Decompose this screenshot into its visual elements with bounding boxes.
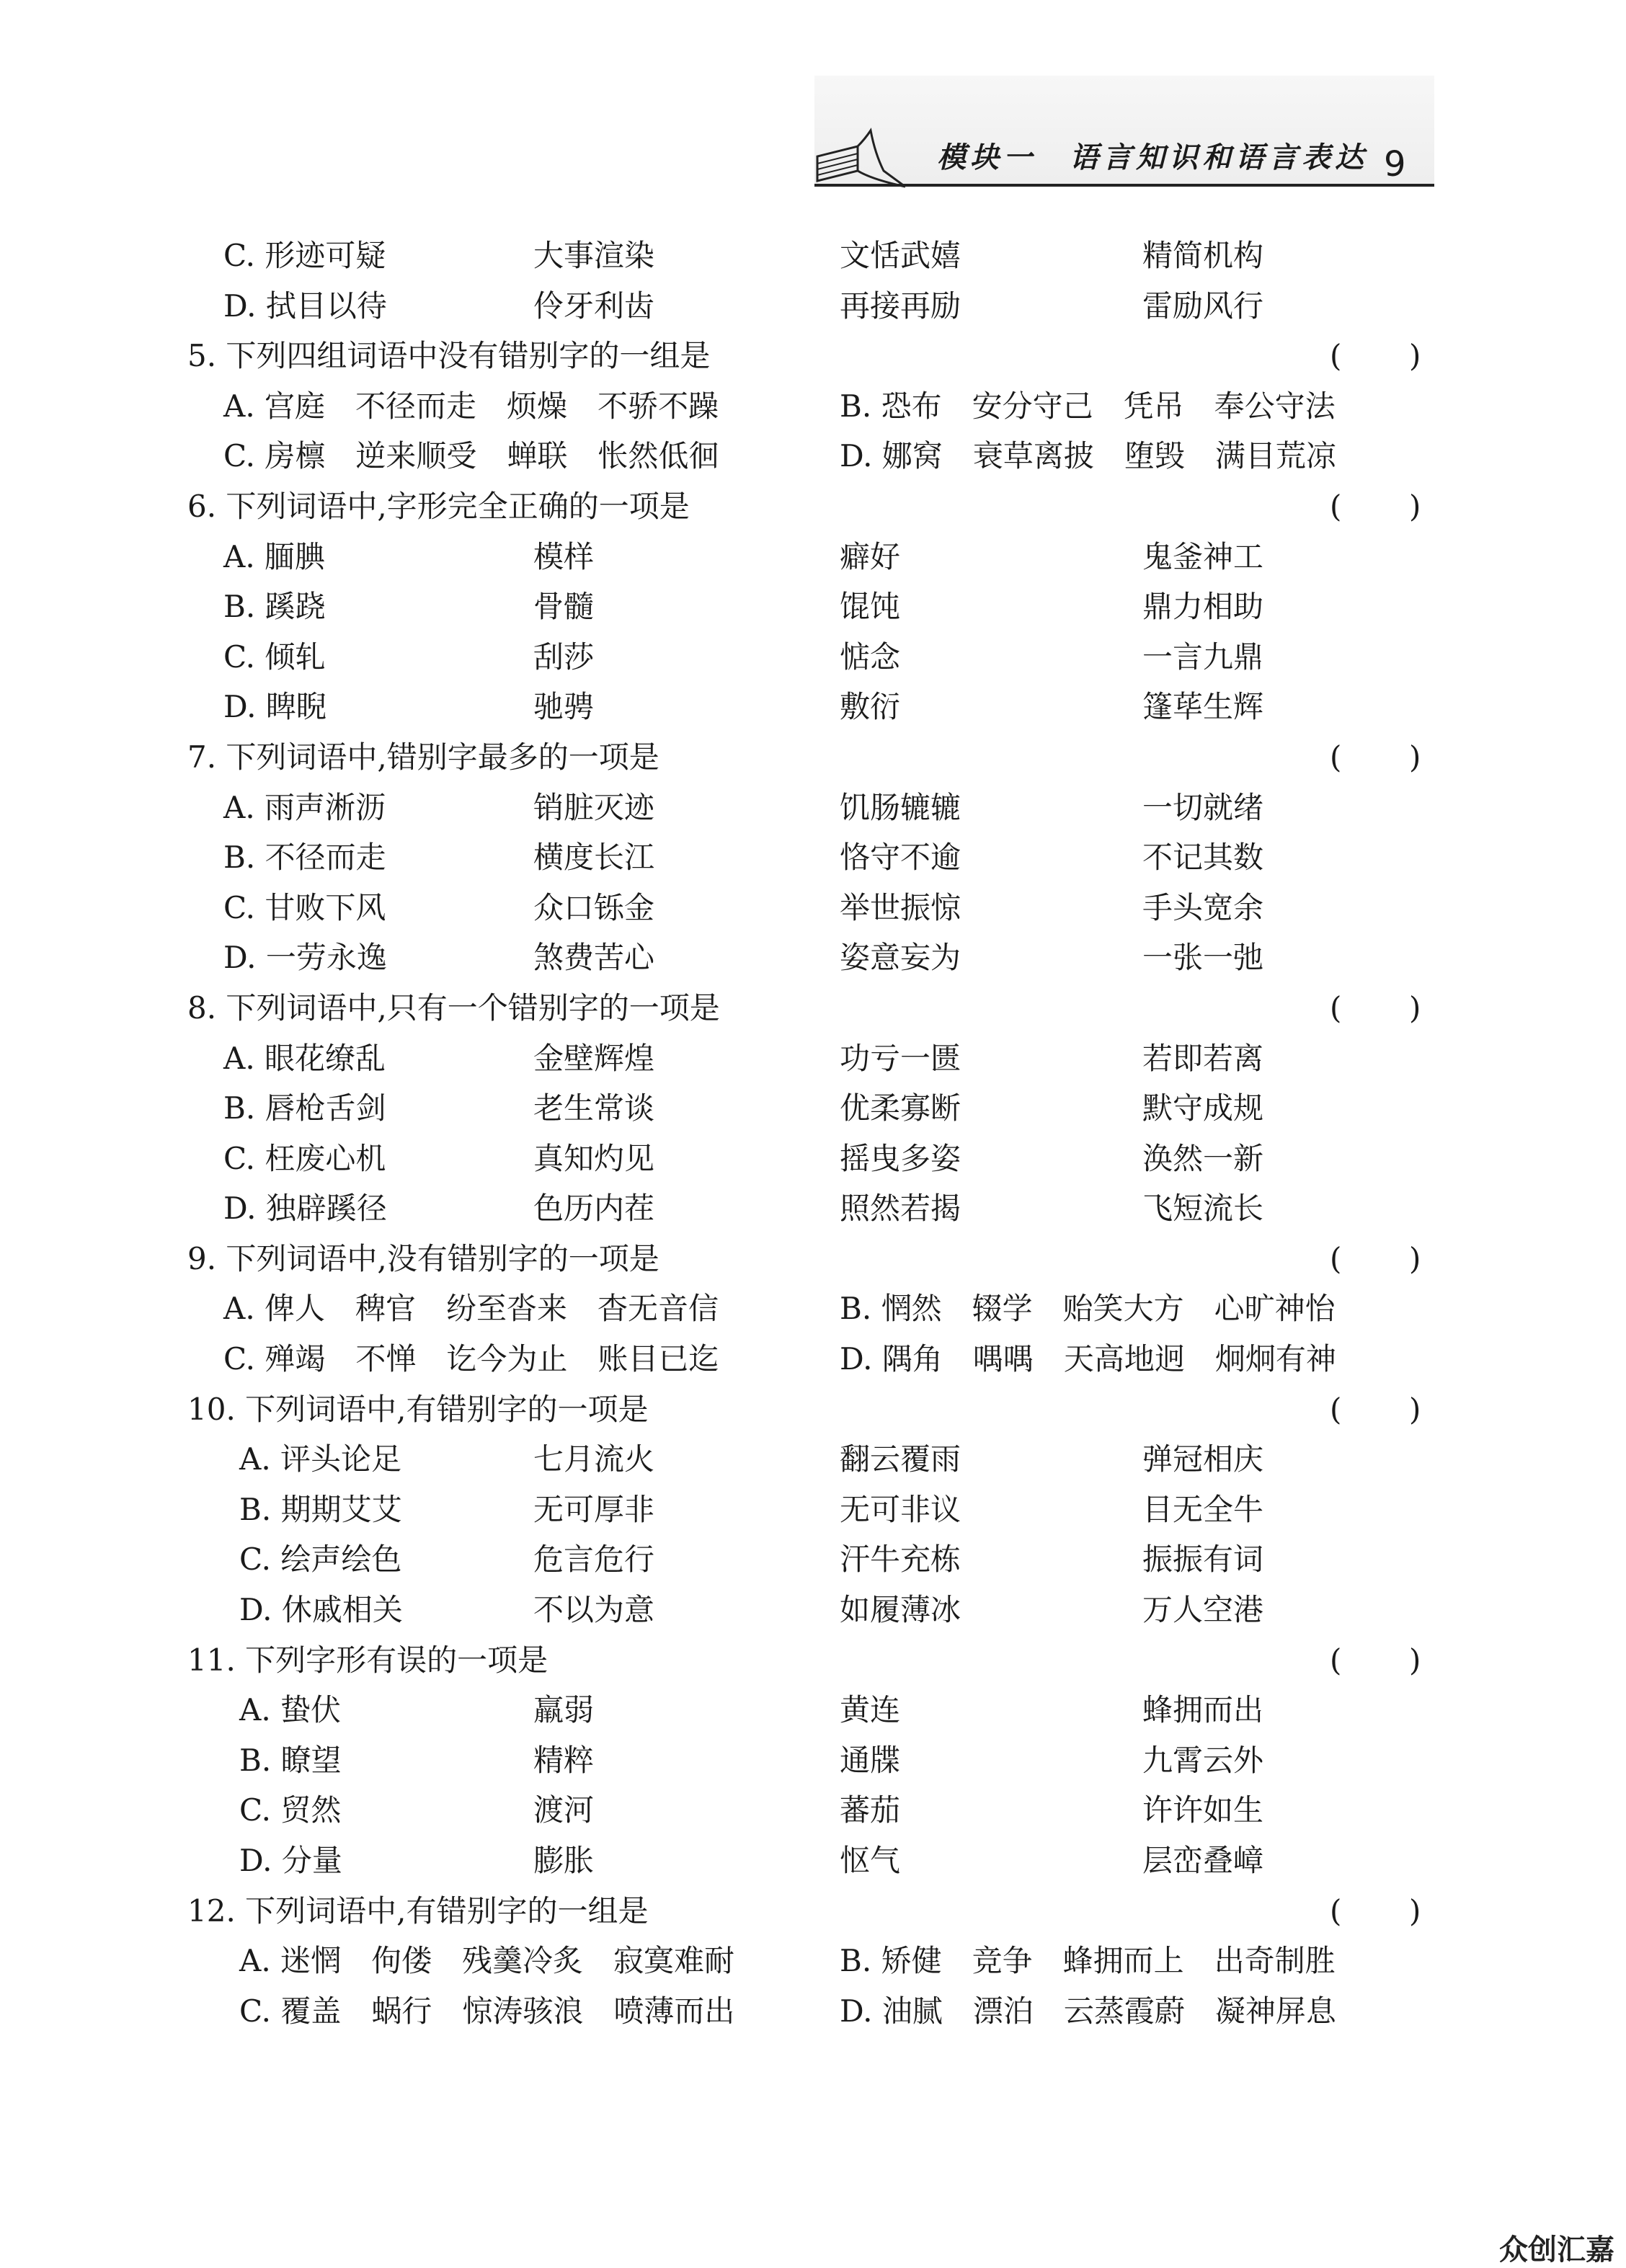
option-cell: B. 唇枪舌剑 bbox=[223, 1090, 386, 1126]
option-right: B. 惘然 辍学 贻笑大方 心旷神怡 bbox=[840, 1291, 1336, 1327]
option-cell: 馄饨 bbox=[840, 589, 901, 625]
option-cell: D. 睥睨 bbox=[223, 689, 326, 725]
question-stem bbox=[187, 331, 1427, 381]
option-cell: 文恬武嬉 bbox=[840, 238, 961, 273]
option-cell: B. 瞭望 bbox=[239, 1742, 342, 1778]
question-stem bbox=[187, 1635, 1427, 1686]
option-cell: 翻云覆雨 bbox=[840, 1441, 961, 1477]
answer-paren-left: ( bbox=[1330, 338, 1342, 374]
option-cell: 鼎力相助 bbox=[1142, 589, 1264, 625]
option-cell: 照然若揭 bbox=[840, 1191, 961, 1227]
option-cell: 蜂拥而出 bbox=[1142, 1692, 1264, 1728]
option-cell: 无可厚非 bbox=[533, 1491, 655, 1527]
answer-paren-right: ) bbox=[1409, 338, 1421, 374]
question-text: 9. 下列词语中,没有错别字的一项是 bbox=[187, 1240, 659, 1276]
option-cell: C. 枉废心机 bbox=[223, 1140, 386, 1176]
option-row bbox=[187, 1735, 1427, 1786]
option-cell: 万人空港 bbox=[1142, 1592, 1264, 1628]
option-cell: 不以为意 bbox=[533, 1592, 655, 1628]
option-cell: B. 期期艾艾 bbox=[239, 1491, 402, 1527]
option-cell: C. 形迹可疑 bbox=[223, 238, 386, 273]
option-cell: D. 独辟蹊径 bbox=[223, 1191, 387, 1227]
option-cell: 涣然一新 bbox=[1142, 1140, 1264, 1176]
option-row bbox=[187, 532, 1427, 582]
option-cell: C. 贸然 bbox=[239, 1792, 342, 1828]
option-row bbox=[187, 783, 1427, 833]
option-right: D. 油腻 漂泊 云蒸霞蔚 凝神屏息 bbox=[840, 1993, 1336, 2029]
option-cell: 弹冠相庆 bbox=[1142, 1441, 1264, 1477]
page-number: 9 bbox=[1384, 144, 1406, 184]
option-cell: 手头宽余 bbox=[1142, 889, 1264, 925]
option-cell: D. 分量 bbox=[239, 1843, 342, 1878]
option-row bbox=[187, 281, 1427, 332]
option-cell: 众口铄金 bbox=[533, 889, 655, 925]
option-cell: 九霄云外 bbox=[1142, 1742, 1264, 1778]
question-text: 11. 下列字形有误的一项是 bbox=[187, 1642, 548, 1678]
option-row bbox=[187, 1936, 1427, 1986]
option-cell: 精粹 bbox=[533, 1742, 595, 1778]
option-right: D. 隅角 喁喁 天高地迥 炯炯有神 bbox=[840, 1341, 1336, 1377]
option-row bbox=[187, 381, 1427, 432]
option-cell: 真知灼见 bbox=[533, 1140, 655, 1176]
option-left: A. 俾人 稗官 纷至沓来 杳无音信 bbox=[223, 1291, 719, 1327]
option-right: D. 娜窝 衰草离披 堕毁 满目荒凉 bbox=[840, 438, 1336, 474]
option-cell: 危言危行 bbox=[533, 1542, 655, 1578]
question-stem bbox=[187, 983, 1427, 1033]
option-row bbox=[187, 1134, 1427, 1184]
option-cell: 惦念 bbox=[840, 639, 901, 675]
question-text: 12. 下列词语中,有错别字的一组是 bbox=[187, 1893, 649, 1929]
option-cell: 摇曳多姿 bbox=[840, 1140, 961, 1176]
option-row bbox=[187, 1986, 1427, 2037]
option-cell: 大事渲染 bbox=[533, 238, 655, 273]
option-row bbox=[187, 1334, 1427, 1384]
option-cell: 许许如生 bbox=[1142, 1792, 1264, 1828]
option-cell: D. 拭目以待 bbox=[223, 288, 387, 324]
option-right: B. 恐布 安分守己 凭吊 奉公守法 bbox=[840, 388, 1336, 424]
option-row bbox=[187, 632, 1427, 682]
option-row bbox=[187, 1434, 1427, 1485]
option-cell: 驰骋 bbox=[533, 689, 595, 725]
answer-paren-left: ( bbox=[1330, 1240, 1342, 1276]
option-cell: 姿意妄为 bbox=[840, 940, 961, 976]
option-cell: 刮莎 bbox=[533, 639, 595, 675]
header-title: 模块一 语言知识和语言表达 bbox=[937, 141, 1368, 174]
answer-paren-right: ) bbox=[1409, 1893, 1421, 1929]
option-left: A. 宫庭 不径而走 烦燥 不骄不躁 bbox=[223, 388, 719, 424]
option-left: C. 覆盖 蜗行 惊涛骇浪 喷薄而出 bbox=[239, 1993, 735, 2029]
option-cell: 一言九鼎 bbox=[1142, 639, 1264, 675]
question-stem bbox=[187, 732, 1427, 783]
option-cell: 篷荜生辉 bbox=[1142, 689, 1264, 725]
option-row bbox=[187, 1083, 1427, 1134]
option-row bbox=[187, 883, 1427, 933]
answer-paren-left: ( bbox=[1330, 990, 1342, 1026]
watermark: 众创汇嘉 bbox=[1499, 2233, 1614, 2267]
answer-paren-right: ) bbox=[1409, 1642, 1421, 1678]
question-stem bbox=[187, 481, 1427, 532]
question-text: 10. 下列词语中,有错别字的一项是 bbox=[187, 1391, 649, 1427]
answer-paren-left: ( bbox=[1330, 488, 1342, 524]
option-cell: 金壁辉煌 bbox=[533, 1040, 655, 1076]
option-cell: 如履薄冰 bbox=[840, 1592, 961, 1628]
option-cell: 再接再励 bbox=[840, 288, 961, 324]
option-cell: C. 甘败下风 bbox=[223, 889, 386, 925]
option-cell: 飞短流长 bbox=[1142, 1191, 1264, 1227]
option-cell: D. 一劳永逸 bbox=[223, 940, 387, 976]
page-header bbox=[814, 76, 1434, 191]
option-cell: 骨髓 bbox=[533, 589, 595, 625]
option-cell: A. 腼腆 bbox=[223, 538, 326, 574]
header-rule bbox=[814, 184, 1434, 187]
answer-paren-right: ) bbox=[1409, 990, 1421, 1026]
option-cell: B. 不径而走 bbox=[223, 840, 386, 876]
question-text: 7. 下列词语中,错别字最多的一项是 bbox=[187, 739, 659, 775]
option-cell: 老生常谈 bbox=[533, 1090, 655, 1126]
option-cell: 一切就绪 bbox=[1142, 789, 1264, 825]
option-cell: B. 蹊跷 bbox=[223, 589, 326, 625]
option-row bbox=[187, 1485, 1427, 1535]
option-right: B. 矫健 竞争 蜂拥而上 出奇制胜 bbox=[840, 1943, 1336, 1979]
answer-paren-right: ) bbox=[1409, 739, 1421, 775]
option-row bbox=[187, 1284, 1427, 1334]
option-cell: 汗牛充栋 bbox=[840, 1542, 961, 1578]
question-text: 8. 下列词语中,只有一个错别字的一项是 bbox=[187, 990, 720, 1026]
answer-paren-right: ) bbox=[1409, 1240, 1421, 1276]
option-cell: 通牒 bbox=[840, 1742, 901, 1778]
option-cell: D. 休戚相关 bbox=[239, 1592, 403, 1628]
option-cell: 鬼釜神工 bbox=[1142, 538, 1264, 574]
option-cell: 振振有词 bbox=[1142, 1542, 1264, 1578]
option-cell: A. 蛰伏 bbox=[239, 1692, 342, 1728]
option-row bbox=[187, 682, 1427, 732]
option-cell: 无可非议 bbox=[840, 1491, 961, 1527]
option-cell: A. 评头论足 bbox=[239, 1441, 402, 1477]
answer-paren-left: ( bbox=[1330, 739, 1342, 775]
question-text: 6. 下列词语中,字形完全正确的一项是 bbox=[187, 488, 690, 524]
option-left: C. 房檩 逆来顺受 蝉联 怅然低徊 bbox=[223, 438, 719, 474]
option-cell: 精简机构 bbox=[1142, 238, 1264, 273]
option-row bbox=[187, 1836, 1427, 1886]
option-row bbox=[187, 1183, 1427, 1234]
answer-paren-right: ) bbox=[1409, 1391, 1421, 1427]
option-cell: 色历内茬 bbox=[533, 1191, 655, 1227]
option-cell: 膨胀 bbox=[533, 1843, 595, 1878]
option-cell: 层峦叠嶂 bbox=[1142, 1843, 1264, 1878]
answer-paren-left: ( bbox=[1330, 1893, 1342, 1929]
option-left: A. 迷惘 佝偻 残羹冷炙 寂寞难耐 bbox=[239, 1943, 735, 1979]
option-cell: 雷励风行 bbox=[1142, 288, 1264, 324]
option-row bbox=[187, 231, 1427, 281]
option-row bbox=[187, 1033, 1427, 1084]
option-cell: 默守成规 bbox=[1142, 1090, 1264, 1126]
option-cell: 渡河 bbox=[533, 1792, 595, 1828]
option-cell: C. 倾轧 bbox=[223, 639, 326, 675]
option-cell: 优柔寡断 bbox=[840, 1090, 961, 1126]
option-row bbox=[187, 582, 1427, 632]
option-cell: 一张一弛 bbox=[1142, 940, 1264, 976]
option-row bbox=[187, 431, 1427, 481]
option-cell: 癖好 bbox=[840, 538, 901, 574]
option-cell: 横度长江 bbox=[533, 840, 655, 876]
question-stem bbox=[187, 1234, 1427, 1284]
answer-paren-left: ( bbox=[1330, 1391, 1342, 1427]
option-cell: 羸弱 bbox=[533, 1692, 595, 1728]
option-cell: C. 绘声绘色 bbox=[239, 1542, 402, 1578]
question-stem bbox=[187, 1886, 1427, 1936]
option-cell: 销脏灭迹 bbox=[533, 789, 655, 825]
option-cell: 黄连 bbox=[840, 1692, 901, 1728]
option-cell: 饥肠辘辘 bbox=[840, 789, 961, 825]
option-row bbox=[187, 832, 1427, 883]
option-cell: 恪守不逾 bbox=[840, 840, 961, 876]
option-cell: A. 雨声淅沥 bbox=[223, 789, 386, 825]
option-cell: 伶牙利齿 bbox=[533, 288, 655, 324]
option-cell: 煞费苦心 bbox=[533, 940, 655, 976]
option-cell: 七月流火 bbox=[533, 1441, 655, 1477]
option-cell: 蕃茄 bbox=[840, 1792, 901, 1828]
option-cell: 怄气 bbox=[840, 1843, 901, 1878]
question-stem bbox=[187, 1384, 1427, 1435]
option-cell: 举世振惊 bbox=[840, 889, 961, 925]
option-row bbox=[187, 933, 1427, 983]
option-cell: A. 眼花缭乱 bbox=[223, 1040, 386, 1076]
option-row bbox=[187, 1785, 1427, 1836]
answer-paren-left: ( bbox=[1330, 1642, 1342, 1678]
option-cell: 目无全牛 bbox=[1142, 1491, 1264, 1527]
answer-paren-right: ) bbox=[1409, 488, 1421, 524]
option-cell: 功亏一匮 bbox=[840, 1040, 961, 1076]
option-row bbox=[187, 1685, 1427, 1735]
option-cell: 模样 bbox=[533, 538, 595, 574]
question-text: 5. 下列四组词语中没有错别字的一组是 bbox=[187, 338, 711, 374]
option-left: C. 殚竭 不惮 讫今为止 账目已迄 bbox=[223, 1341, 719, 1377]
option-row bbox=[187, 1534, 1427, 1585]
option-cell: 不记其数 bbox=[1142, 840, 1264, 876]
option-row bbox=[187, 1585, 1427, 1635]
book-icon bbox=[814, 125, 908, 190]
option-cell: 敷衍 bbox=[840, 689, 901, 725]
question-list bbox=[187, 231, 1427, 2036]
option-cell: 若即若离 bbox=[1142, 1040, 1264, 1076]
